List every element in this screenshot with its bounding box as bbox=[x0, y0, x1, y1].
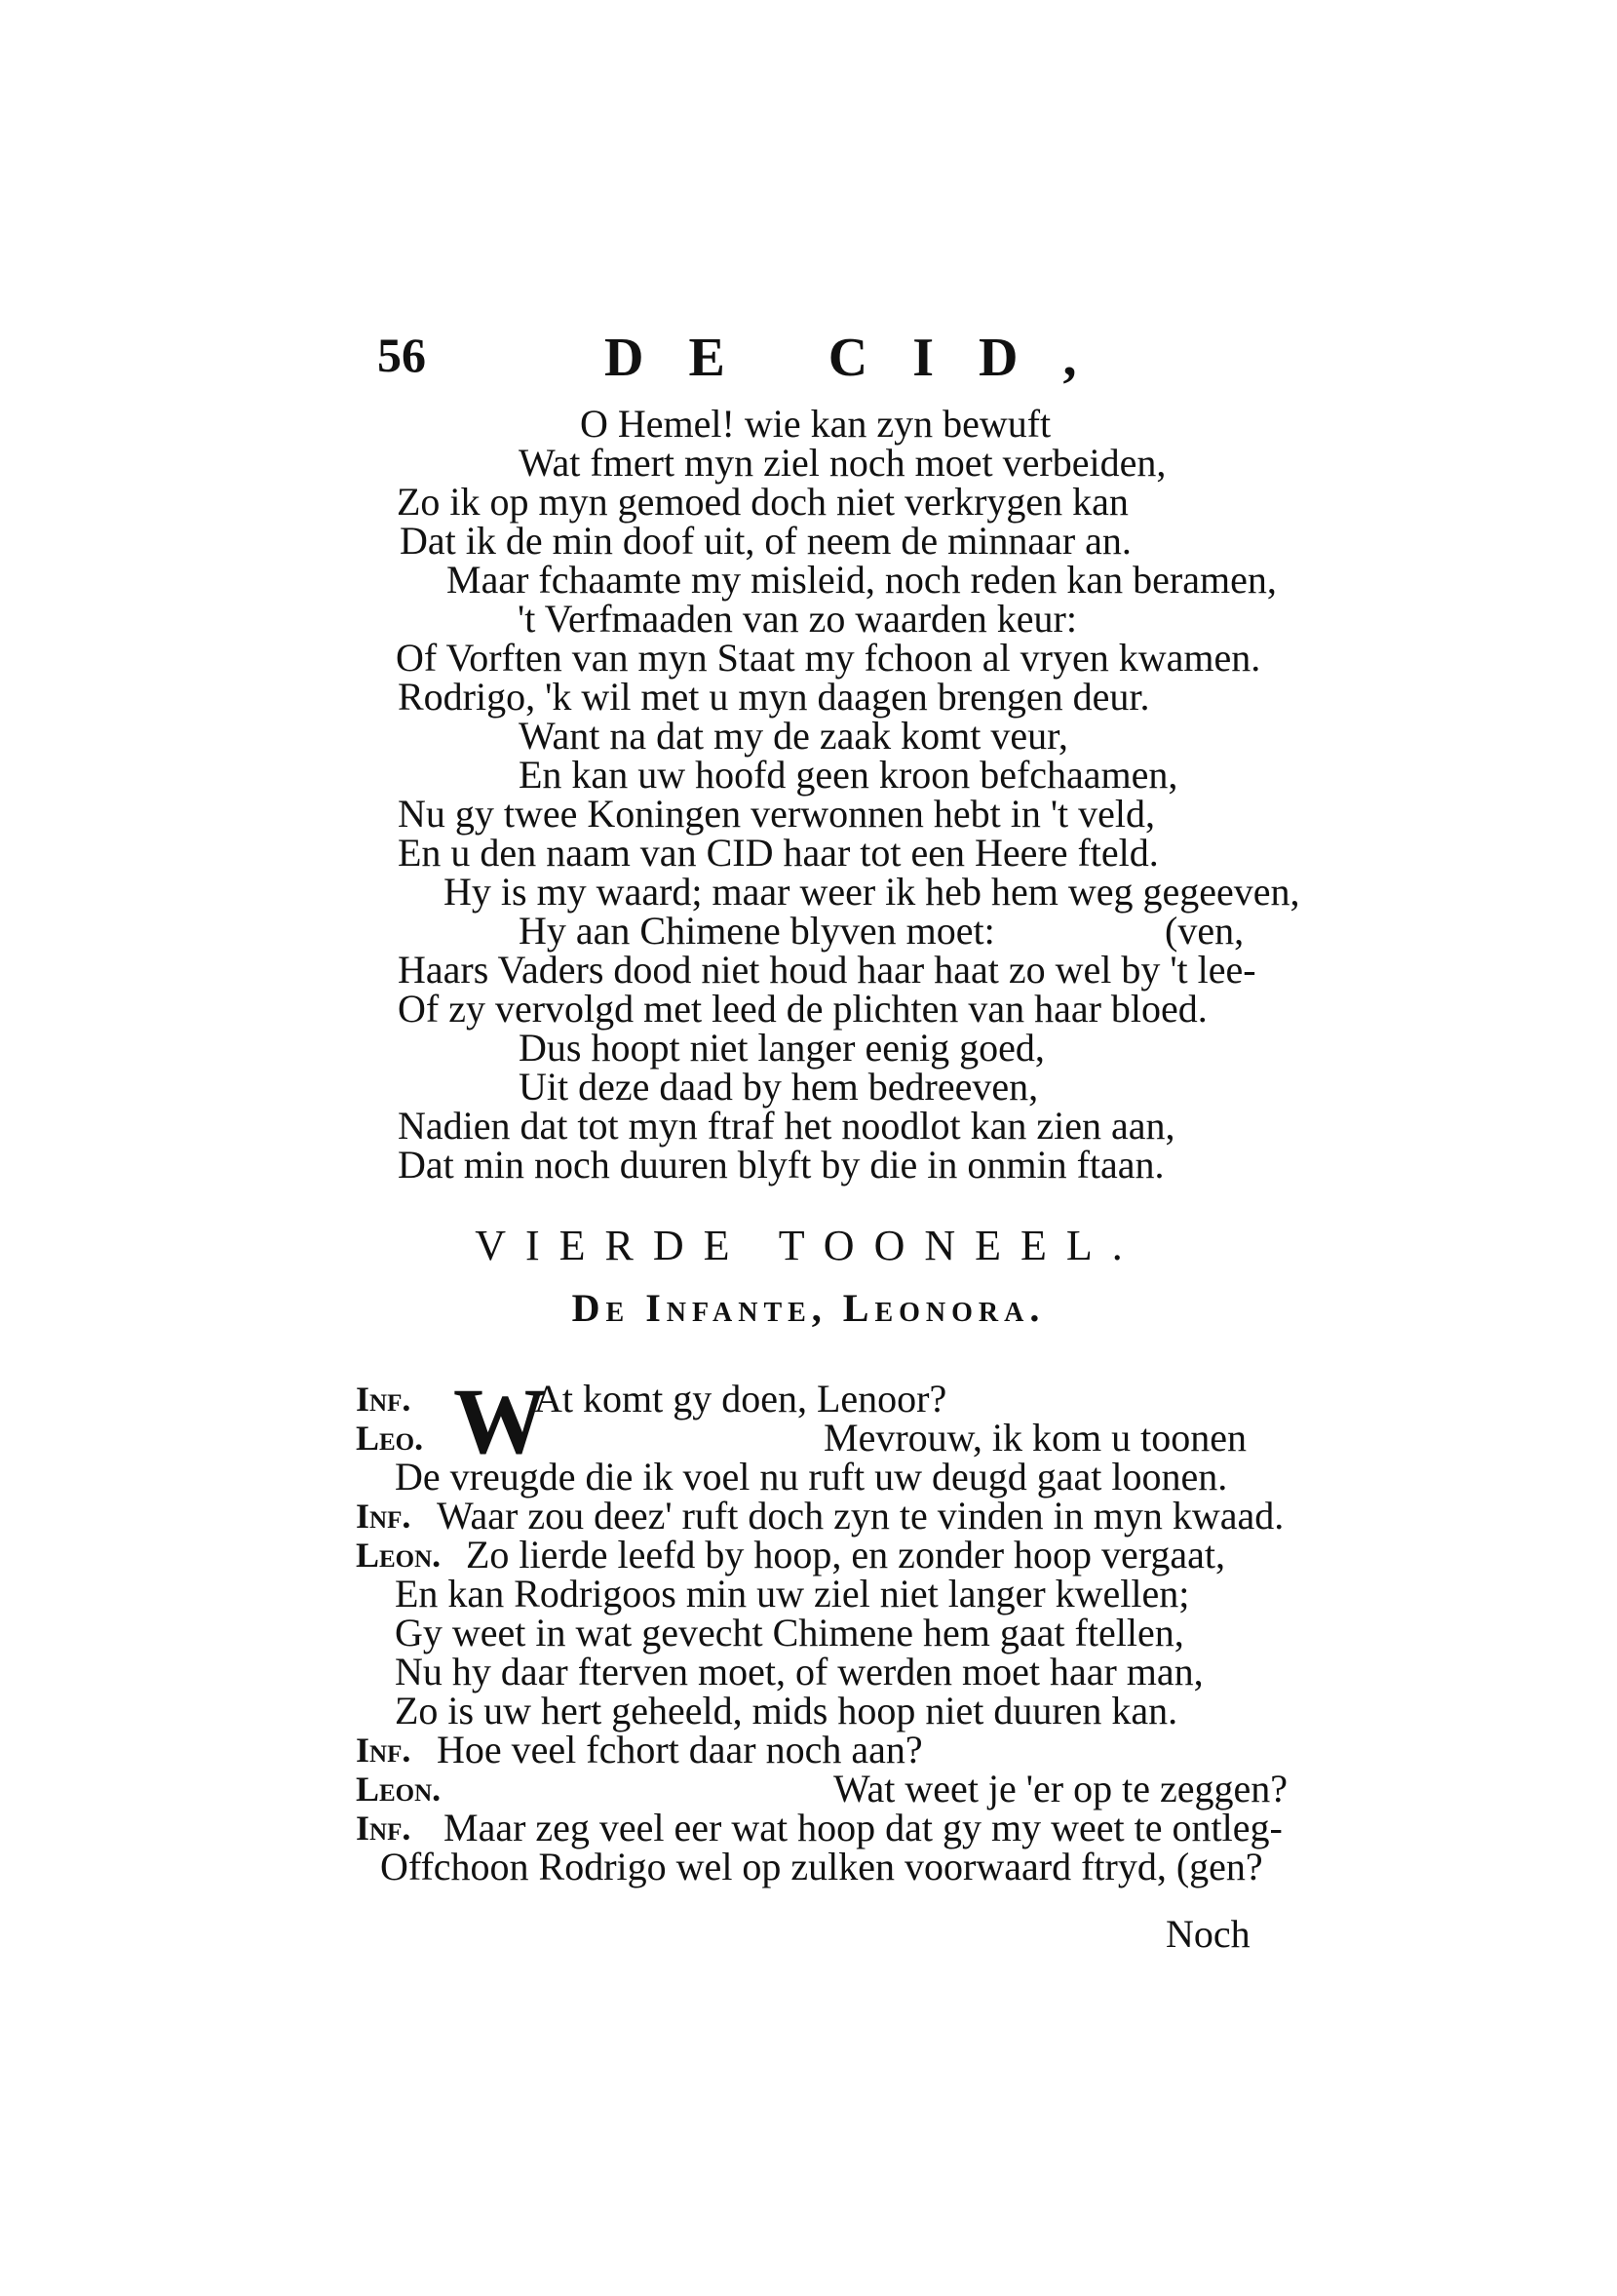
dialogue-line: Mevrouw, ik kom u toonen bbox=[824, 1416, 1248, 1459]
dialogue-line: Maar zeg veel eer wat hoop dat gy my weet te ontleg- bbox=[443, 1806, 1283, 1849]
verse-line: Hy is my waard; maar weer ik heb hem weg gegeeven, bbox=[443, 870, 1300, 914]
scene-title: VIERDE TOONEEL. bbox=[475, 1222, 1142, 1269]
verse-line: Zo ik op myn gemoed doch niet verkrygen kan bbox=[397, 480, 1129, 524]
verse-line: En u den naam van CID haar tot een Heere fteld. bbox=[398, 831, 1159, 875]
verse-line: Want na dat my de zaak komt veur, bbox=[519, 714, 1068, 758]
catchword: Noch bbox=[1166, 1912, 1251, 1956]
dialogue-line: Gy weet in wat gevecht Chimene hem gaat ftellen, bbox=[395, 1611, 1184, 1654]
dialogue-line: Zo lierde leefd by hoop, en zonder hoop vergaat, bbox=[466, 1533, 1225, 1576]
dialogue-line: Nu hy daar fterven moet, of werden moet haar man, bbox=[395, 1650, 1204, 1693]
dialogue-line: En kan Rodrigoos min uw ziel niet langer kwellen; bbox=[395, 1572, 1190, 1615]
scene-persons: De Infante, Leonora. bbox=[571, 1286, 1046, 1330]
speaker-label: Inf. bbox=[356, 1380, 411, 1419]
verse-line: Of zy vervolgd met leed de plichten van haar bloed. bbox=[398, 987, 1208, 1031]
dialogue-line: Wat weet je 'er op te zeggen? bbox=[833, 1767, 1288, 1810]
dialogue-line: Zo is uw hert geheeld, mids hoop niet duuren kan. bbox=[395, 1689, 1178, 1732]
running-title: DE CID, bbox=[604, 328, 1122, 388]
dialogue-line: Waar zou deez' ruft doch zyn te vinden in myn kwaad. bbox=[437, 1494, 1285, 1537]
verse-line: Maar fchaamte my misleid, noch reden kan beramen, bbox=[446, 558, 1277, 602]
dialogue-line: At komt gy doen, Lenoor? bbox=[534, 1377, 947, 1420]
verse-line: Rodrigo, 'k wil met u myn daagen brengen deur. bbox=[398, 675, 1150, 719]
verse-line: 't Verfmaaden van zo waarden keur: bbox=[518, 597, 1077, 641]
verse-line: Of Vorften van myn Staat my fchoon al vryen kwamen. bbox=[396, 636, 1261, 680]
speaker-label: Leon. bbox=[356, 1536, 442, 1575]
dialogue-line: Offchoon Rodrigo wel op zulken voorwaard ftryd, (gen? bbox=[380, 1845, 1263, 1888]
speaker-label: Leon. bbox=[356, 1770, 442, 1809]
speaker-label: Leo. bbox=[356, 1419, 424, 1458]
speaker-label: Inf. bbox=[356, 1731, 411, 1770]
dialogue-line: De vreugde die ik voel nu ruft uw deugd gaat loonen. bbox=[395, 1455, 1228, 1498]
verse-line: Haars Vaders dood niet houd haar haat zo wel by 't lee- bbox=[398, 948, 1256, 992]
page-number: 56 bbox=[377, 328, 426, 382]
drop-cap: W bbox=[453, 1369, 547, 1473]
verse-line: Dat ik de min doof uit, of neem de minnaar an. bbox=[400, 519, 1132, 563]
dialogue-line: Hoe veel fchort daar noch aan? bbox=[437, 1728, 923, 1771]
verse-line: O Hemel! wie kan zyn bewuft bbox=[580, 402, 1052, 446]
verse-line: Wat fmert myn ziel noch moet verbeiden, bbox=[519, 441, 1167, 485]
verse-line: Dat min noch duuren blyft by die in onmin ftaan. bbox=[398, 1143, 1165, 1187]
verse-line: Hy aan Chimene blyven moet: bbox=[519, 909, 995, 953]
speaker-label: Inf. bbox=[356, 1809, 411, 1848]
speaker-label: Inf. bbox=[356, 1497, 411, 1536]
verse-line: Uit deze daad by hem bedreeven, bbox=[519, 1065, 1039, 1109]
verse-turnover: (ven, bbox=[1165, 909, 1245, 953]
verse-line: Nadien dat tot myn ftraf het noodlot kan zien aan, bbox=[398, 1104, 1175, 1148]
verse-line: Nu gy twee Koningen verwonnen hebt in 't veld, bbox=[398, 792, 1156, 836]
verse-line: Dus hoopt niet langer eenig goed, bbox=[519, 1026, 1045, 1070]
verse-line: En kan uw hoofd geen kroon befchaamen, bbox=[519, 753, 1178, 797]
